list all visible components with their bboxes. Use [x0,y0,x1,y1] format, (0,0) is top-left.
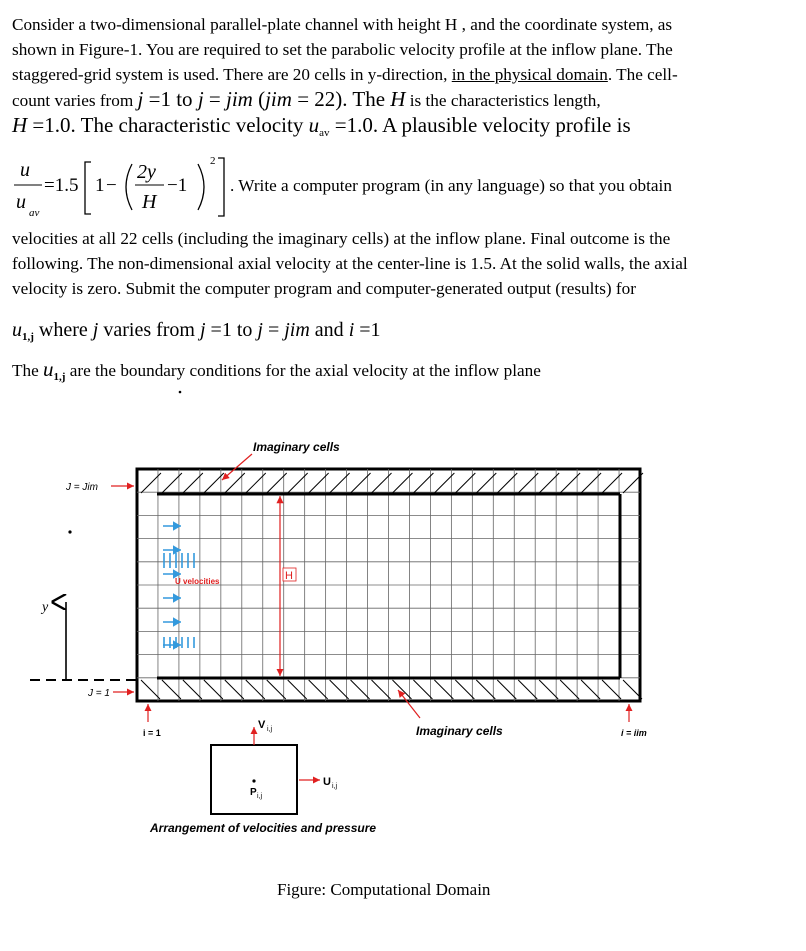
figure-caption: Figure: Computational Domain [277,880,491,899]
i-iim-label: i = iim [621,728,647,738]
p-label: P [250,787,257,798]
text-line: velocity is zero. Submit the computer program and computer-generated output (results) for [12,279,636,298]
text-line: H =1.0. The characteristic velocity $u_{av} =1.0$. A plausible velocity profile is [12,113,631,139]
formula-lhs-numerator: u [20,159,30,181]
v-label: V [258,719,266,731]
j-1-label: J = 1 [88,688,110,699]
hatch-line [267,680,286,699]
imaginary-cells-top-label: Imaginary cells [253,440,340,454]
u-range-line: $u_{1,j}$ where j varies from j =1 to j = jim and i =1 [12,319,381,343]
underlined-phrase: in the physical domain [451,65,608,84]
hatch-line [413,680,432,699]
i-1-label: i = 1 [143,728,161,738]
formula-exponent: 2 [210,155,216,167]
hatch-line [497,680,516,699]
text-line: Consider a two-dimensional parallel-plate channel with height H , and the coordinate system, as [12,15,673,34]
pressure-point [252,779,255,782]
hatch-line [309,680,328,699]
u-velocities-label: U velocities [175,577,220,586]
text-line: count varies from j =1 to j = jim (jim = 22). The H is the characteristics length, [12,87,601,111]
hatch-line [372,680,391,699]
hatch-line [204,680,223,699]
hatch-line [518,680,537,699]
formula-lhs-sub: av [29,207,40,219]
hatch-line [455,680,474,699]
hatch-line [183,680,202,699]
arrangement-caption: Arrangement of velocities and pressure [150,821,377,835]
hatch-line [602,680,621,699]
text-line: following. The non-dimensional axial velocity at the center-line is 1.5. At the solid walls, the axial [12,254,688,273]
stray-dot [68,530,71,533]
boundary-condition-line: The $u_{1,j}$ are the boundary conditions for the axial velocity at the inflow plane [12,357,541,383]
bottom-wall-hatching [141,680,642,699]
stray-dot [179,391,182,394]
formula-frac-denominator: H [142,191,157,213]
hatch-line [539,680,558,699]
hatch-line [246,680,265,699]
formula-coefficient: =1.5 [44,175,79,196]
text-line: velocities at all 22 cells (including the imaginary cells) at the inflow plane. Final outcome is the [12,229,671,248]
hatch-line [162,680,181,699]
hatch-line [581,680,600,699]
text-line: staggered-grid system is used. There are 20 cells in y-direction, in the physical domain. The cell- [12,65,678,84]
hatch-line [351,680,370,699]
j-jim-label: J = Jim [66,482,98,493]
formula-one: 1 [95,175,105,196]
hatch-line [288,680,307,699]
formula-trailing-text: . Write a computer program (in any language) so that you obtain [230,176,672,195]
imaginary-bottom-arrow [398,690,420,718]
hatch-line [141,680,160,699]
formula-frac-numerator: 2y [137,161,156,183]
text-line: shown in Figure-1. You are required to set the parabolic velocity profile at the inflow plane. The [12,40,673,59]
top-wall-hatching [141,473,643,493]
imaginary-top-arrow [222,454,252,480]
inflow-velocity-arrows [163,526,194,648]
hatch-line [560,680,579,699]
v-sub: i,j [267,726,273,733]
u-sub: i,j [332,783,338,790]
y-axis-label: y [42,600,49,615]
imaginary-cells-bottom-label: Imaginary cells [416,724,503,738]
formula-minus-one: −1 [167,175,188,196]
formula-minus: − [106,175,117,196]
formula-lhs-denominator: u [16,191,26,213]
hatch-line [330,680,349,699]
hatch-line [393,680,412,699]
hatch-line [476,680,495,699]
hatch-line [225,680,244,699]
p-sub: i,j [257,793,263,800]
u-label: U [323,776,331,788]
height-h-label: H [285,570,293,582]
hatch-line [434,680,453,699]
